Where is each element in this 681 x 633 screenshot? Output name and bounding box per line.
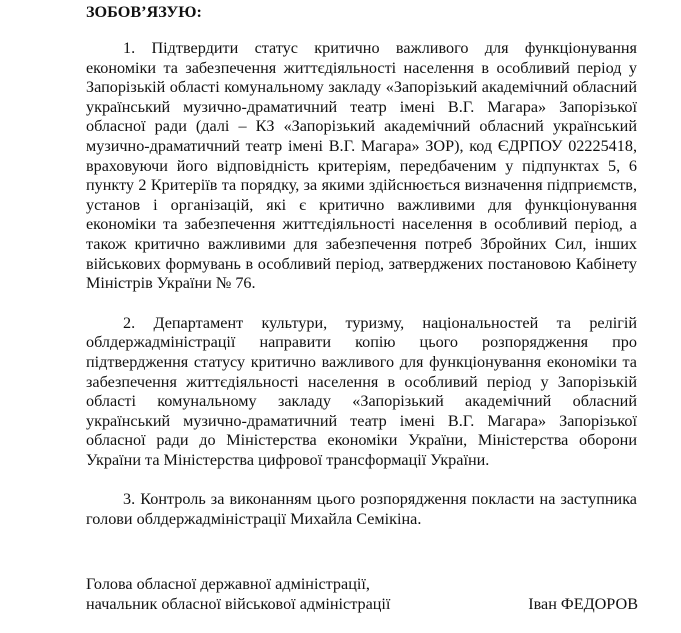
signer-position-line-2: начальник обласної військової адміністрації bbox=[86, 594, 391, 613]
item-1: 1. Підтвердити статус критично важливого для функціонування економіки та забезпечення життєдіяльності населення в особливий період у Запорізькій області комунальному закладу «Запорізький академічний обласний український музично-драматичний театр імені В.Г. Магара» Запорізької обласної ради (далі – КЗ «Запорізький академічний обласний український музично-драматичний театр імені В.Г. Магара» ЗОР), код ЄДРПОУ 02225418, враховуючи його відповідність критеріям, передбаченим у підпунктах 5, 6 пункту 2 Критеріїв та порядку, за якими здійснюється визначення підприємств, установ і організацій, які є критично важливими для функціонування економіки та забезпечення життєдіяльності населення в особливий період, а також критично важливими для забезпечення потреб Збройних Сил, інших військових формувань в особливий період, затверджених постановою Кабінету Міністрів України № 76. bbox=[86, 39, 637, 293]
signature-row-2 bbox=[86, 595, 638, 615]
signature-block bbox=[86, 575, 638, 614]
item-2: 2. Департамент культури, туризму, національностей та релігій облдержадміністрації направити копію цього розпорядження про підтвердження статусу критично важливого для функціонування економіки та забезпечення життєдіяльності населення в особливий період у Запорізькій області комунальному закладу «Запорізький академічний обласний український музично-драматичний театр імені В.Г. Магара» Запорізької обласної ради до Міністерства економіки України, Міністерства оборони України та Міністерства цифрової трансформації України. bbox=[86, 313, 637, 469]
signer-name: Іван ФЕДОРОВ bbox=[528, 594, 638, 613]
document-body bbox=[86, 0, 637, 530]
item-3: 3. Контроль за виконанням цього розпорядження покласти на заступника голови облдержадміністрації Михайла Семікіна. bbox=[86, 490, 637, 529]
signature-row-1 bbox=[86, 575, 638, 595]
signer-position-line-1: Голова обласної державної адміністрації, bbox=[86, 575, 370, 593]
section-heading: ЗОБОВ’ЯЗУЮ: bbox=[86, 3, 202, 21]
